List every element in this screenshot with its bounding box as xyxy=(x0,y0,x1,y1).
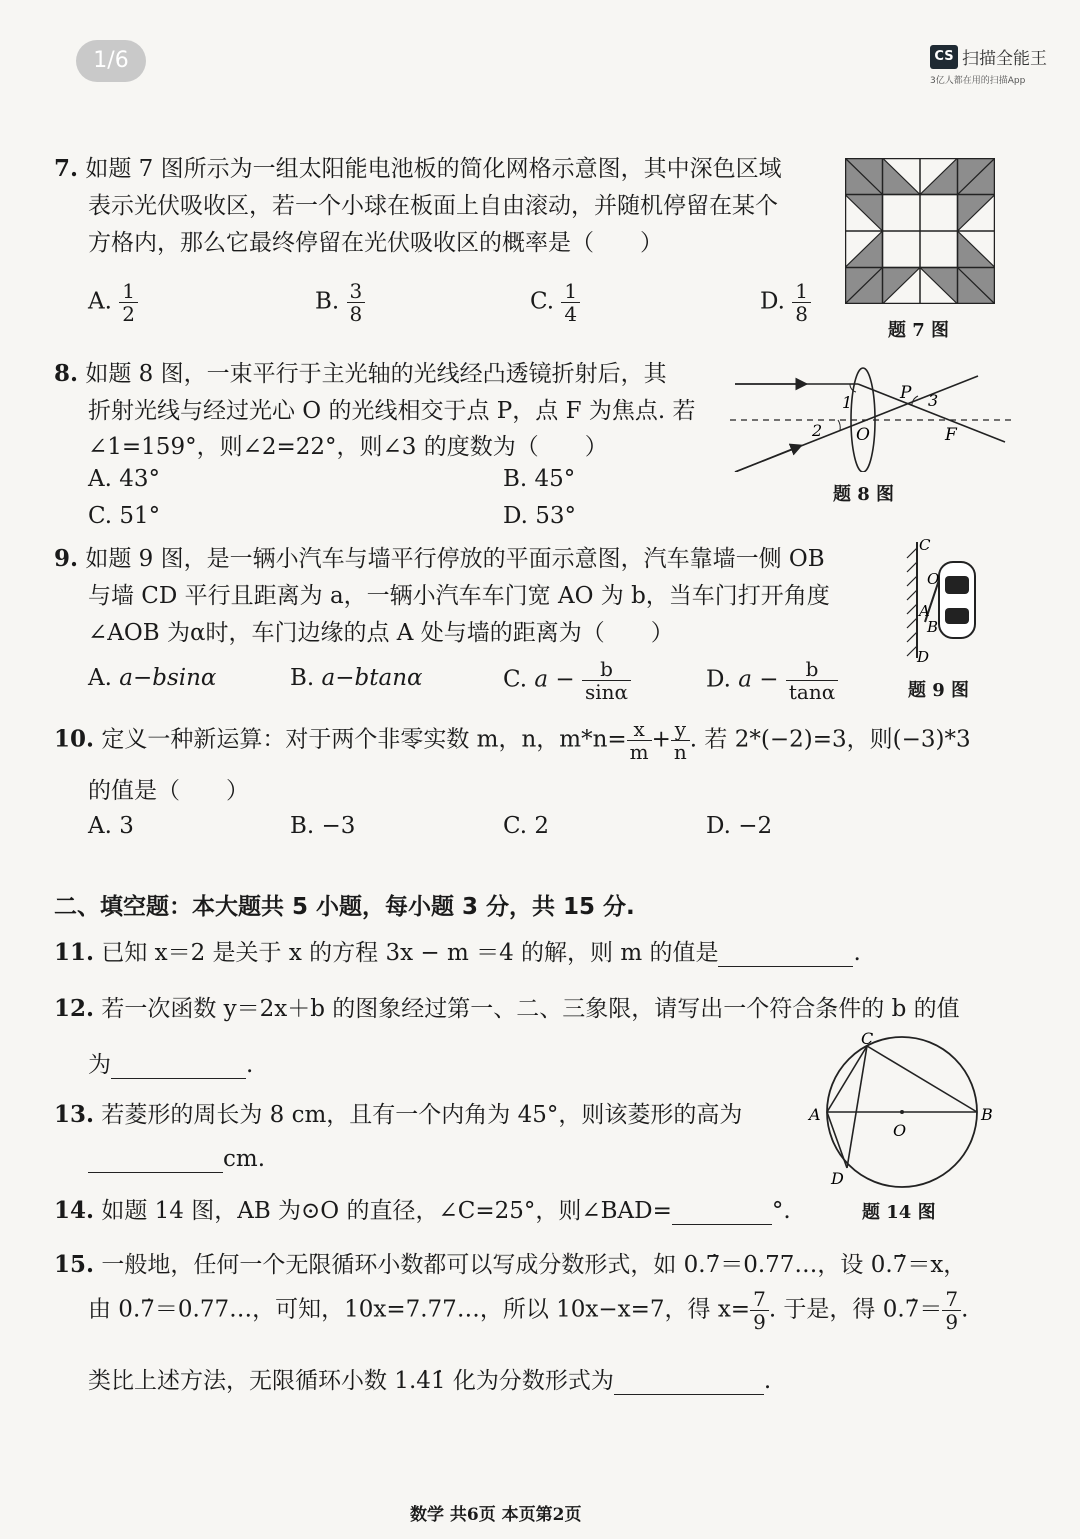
q14-label-o: O xyxy=(893,1121,907,1140)
q10-text-post: . 若 2*(−2)=3，则(−3)*3 xyxy=(689,726,971,753)
q15-frac-2-num: 7 xyxy=(942,1288,961,1311)
q9-car-figure xyxy=(895,536,985,664)
q7-line-1 xyxy=(54,150,782,183)
q15-number: 15. xyxy=(54,1251,95,1278)
q7-number: 7. xyxy=(54,155,79,182)
q8-line-1 xyxy=(54,355,667,388)
q7-option-d-num: 1 xyxy=(792,280,811,303)
q7-option-a-label: A. xyxy=(88,288,112,315)
q13-answer-blank[interactable] xyxy=(88,1146,223,1173)
q9-line-3: ∠AOB 为α时，车门边缘的点 A 处与墙的距离为（ ） xyxy=(88,620,674,646)
q8-option-a[interactable]: A. 43° xyxy=(88,466,160,492)
q14-caption: 题 14 图 xyxy=(862,1202,936,1223)
q9-text-1: 如题 9 图，是一辆小汽车与墙平行停放的平面示意图，汽车靠墙一侧 OB xyxy=(85,546,825,572)
q9-label-o: O xyxy=(927,570,940,588)
q15-frac-2-den: 9 xyxy=(945,1310,959,1334)
q15-text-3: 类比上述方法，无限循环小数 1.4̇1̇ 化为分数形式为 xyxy=(88,1368,614,1394)
q9-option-d-text: a − xyxy=(738,666,779,693)
page-counter-badge[interactable]: 1/6 xyxy=(76,40,146,82)
q8-label-f: F xyxy=(945,425,957,445)
q14-answer-blank[interactable] xyxy=(672,1198,772,1225)
q15-frac-1-num: 7 xyxy=(750,1288,769,1311)
q11-answer-blank[interactable] xyxy=(718,940,853,967)
q12-line-1 xyxy=(54,990,960,1023)
q8-caption: 题 8 图 xyxy=(833,484,895,505)
q10-plus: + xyxy=(651,726,671,753)
q14-line xyxy=(54,1192,791,1225)
q15-text-2-pre: 由 0.7̇＝0.77…，可知，10x=7.77…，所以 10x−x=7，得 x= xyxy=(88,1296,751,1323)
q13-number: 13. xyxy=(54,1101,95,1128)
q8-number: 8. xyxy=(54,360,79,387)
q11-end: . xyxy=(853,940,861,966)
q8-label-2: 2 xyxy=(812,421,823,440)
q13-line-1 xyxy=(54,1096,742,1129)
q7-option-a-num: 1 xyxy=(119,280,138,303)
q12-number: 12. xyxy=(54,995,95,1022)
q9-option-a-label: A. xyxy=(88,665,112,691)
q10-frac-1-den: m xyxy=(629,740,649,764)
q15-text-2-mid: . 于是，得 0.7̇＝ xyxy=(768,1296,943,1323)
q14-end: °. xyxy=(771,1198,791,1224)
q14-label-b: B xyxy=(981,1105,993,1124)
q15-frac-1-den: 9 xyxy=(753,1310,766,1334)
q9-option-a-text: a−bsinα xyxy=(119,665,217,691)
q13-line-2 xyxy=(88,1146,265,1173)
q9-option-b[interactable] xyxy=(290,665,423,691)
q9-option-d-den: tanα xyxy=(788,680,836,704)
q14-label-a: A xyxy=(809,1105,821,1124)
q14-number: 14. xyxy=(54,1197,95,1224)
q8-label-1: 1 xyxy=(842,393,853,412)
q10-frac-1 xyxy=(627,718,652,763)
q7-option-c-label: C. xyxy=(530,288,555,315)
q10-line-2: 的值是（ ） xyxy=(88,778,249,804)
q10-text-pre: 定义一种新运算：对于两个非零实数 m，n，m*n= xyxy=(101,726,627,753)
q8-option-b[interactable]: B. 45° xyxy=(503,466,576,492)
q7-option-a[interactable] xyxy=(88,280,138,325)
q10-frac-2-num: y xyxy=(671,718,690,741)
q8-label-3: 3 xyxy=(928,391,939,410)
q8-line-3: ∠1=159°，则∠2=22°，则∠3 的度数为（ ） xyxy=(88,434,608,460)
q8-option-c[interactable]: C. 51° xyxy=(88,503,161,529)
q12-answer-blank[interactable] xyxy=(111,1052,246,1079)
q11-text: 已知 x＝2 是关于 x 的方程 3x − m ＝4 的解，则 m 的值是 xyxy=(101,940,719,966)
q7-option-b[interactable] xyxy=(315,280,365,325)
q7-option-b-label: B. xyxy=(315,288,340,315)
q12-end: . xyxy=(246,1052,254,1078)
q9-option-b-label: B. xyxy=(290,665,315,691)
q10-frac-2 xyxy=(671,718,690,763)
q10-number: 10. xyxy=(54,725,95,753)
q13-unit: cm. xyxy=(223,1146,266,1172)
q15-text-1: 一般地，任何一个无限循环小数都可以写成分数形式，如 0.7̇＝0.77…，设 0.7̇＝x， xyxy=(101,1252,967,1278)
q7-option-c[interactable] xyxy=(530,280,580,325)
q15-frac-1 xyxy=(750,1288,769,1333)
q8-label-p: P xyxy=(900,383,912,403)
q7-option-c-den: 4 xyxy=(564,302,578,326)
q9-option-c-text: a − xyxy=(534,666,575,693)
q7-option-c-frac xyxy=(561,280,580,325)
q15-text-2-end: . xyxy=(961,1296,969,1323)
q8-text-1: 如题 8 图，一束平行于主光轴的光线经凸透镜折射后，其 xyxy=(85,361,667,387)
q11-line xyxy=(54,934,861,967)
q7-caption: 题 7 图 xyxy=(888,320,950,341)
q14-label-d: D xyxy=(831,1169,844,1188)
q15-line-1 xyxy=(54,1246,966,1279)
q9-option-c-den: sinα xyxy=(585,680,629,704)
q7-line-2: 表示光伏吸收区，若一个小球在板面上自由滚动，并随机停留在某个 xyxy=(88,193,778,219)
q14-text: 如题 14 图，AB 为⊙O 的直径，∠C=25°，则∠BAD= xyxy=(101,1198,672,1224)
q12-text: 若一次函数 y＝2x＋b 的图象经过第一、二、三象限，请写出一个符合条件的 b 的值 xyxy=(101,996,960,1022)
q10-line-1 xyxy=(54,718,971,763)
q9-option-c[interactable] xyxy=(503,658,631,703)
q9-option-a[interactable] xyxy=(88,665,216,691)
q7-option-b-num: 3 xyxy=(347,280,366,303)
q9-label-d: D xyxy=(917,648,930,664)
q7-option-c-num: 1 xyxy=(561,280,580,303)
q7-option-d-frac xyxy=(792,280,811,325)
q7-option-d-den: 8 xyxy=(795,302,808,326)
q9-label-b: B xyxy=(927,618,939,636)
q10-frac-2-den: n xyxy=(673,740,687,764)
q7-option-b-frac xyxy=(347,280,366,325)
q12-line-2 xyxy=(88,1046,253,1079)
q14-circle-figure xyxy=(805,1028,1000,1188)
q9-caption: 题 9 图 xyxy=(908,680,970,701)
q7-line-3: 方格内，那么它最终停留在光伏吸收区的概率是（ ） xyxy=(88,230,663,256)
q9-label-c: C xyxy=(919,536,931,554)
q9-line-2: 与墙 CD 平行且距离为 a，一辆小汽车车门宽 AO 为 b，当车门打开角度 xyxy=(88,583,830,609)
q10-frac-1-num: x xyxy=(627,718,652,741)
q15-answer-blank[interactable] xyxy=(614,1368,764,1395)
q8-label-o: O xyxy=(856,425,870,445)
q7-grid-figure xyxy=(845,158,995,304)
q10-option-d[interactable]: D. −2 xyxy=(706,813,773,839)
q9-option-d-num: b xyxy=(786,658,838,681)
q7-option-b-den: 8 xyxy=(349,302,363,326)
q9-option-c-num: b xyxy=(582,658,631,681)
q9-option-d[interactable] xyxy=(706,658,838,703)
scanner-name: 扫描全能王 xyxy=(962,49,1047,69)
q9-option-c-label: C. xyxy=(503,666,528,693)
q9-option-b-text: a−btanα xyxy=(321,665,423,691)
q12-text-2: 为 xyxy=(88,1052,111,1078)
q9-number: 9. xyxy=(54,545,79,572)
q9-option-c-frac xyxy=(582,658,631,703)
page-footer: 数学 共6页 本页第2页 xyxy=(410,1505,582,1525)
q10-option-b[interactable]: B. −3 xyxy=(290,813,356,839)
q15-end: . xyxy=(763,1368,772,1394)
q9-line-1 xyxy=(54,540,825,573)
scanner-tagline: 3亿人都在用的扫描App xyxy=(930,76,1026,86)
q7-option-a-frac xyxy=(119,280,138,325)
q7-text-1: 如题 7 图所示为一组太阳能电池板的简化网格示意图，其中深色区域 xyxy=(85,156,782,182)
section-2-heading: 二、填空题：本大题共 5 小题，每小题 3 分，共 15 分. xyxy=(54,894,635,920)
scanner-watermark xyxy=(930,44,1047,86)
q7-option-d-label: D. xyxy=(760,288,785,315)
q15-line-3 xyxy=(88,1362,771,1395)
q11-number: 11. xyxy=(54,939,95,966)
q10-option-a[interactable]: A. 3 xyxy=(88,813,134,839)
q7-option-a-den: 2 xyxy=(122,302,135,326)
q9-option-d-frac xyxy=(786,658,838,703)
q15-line-2 xyxy=(88,1288,968,1333)
q8-lens-figure xyxy=(730,360,1020,472)
q14-label-c: C xyxy=(861,1029,874,1048)
q8-line-2: 折射光线与经过光心 O 的光线相交于点 P，点 F 为焦点. 若 xyxy=(88,398,696,424)
q15-frac-2 xyxy=(942,1288,961,1333)
q8-option-d[interactable]: D. 53° xyxy=(503,503,577,529)
q13-text: 若菱形的周长为 8 cm，且有一个内角为 45°，则该菱形的高为 xyxy=(101,1102,743,1128)
scanner-logo: CS xyxy=(930,45,958,69)
q7-option-d[interactable] xyxy=(760,280,811,325)
q10-option-c[interactable]: C. 2 xyxy=(503,813,550,839)
q9-option-d-label: D. xyxy=(706,666,731,693)
q9-label-a: A xyxy=(919,602,930,620)
